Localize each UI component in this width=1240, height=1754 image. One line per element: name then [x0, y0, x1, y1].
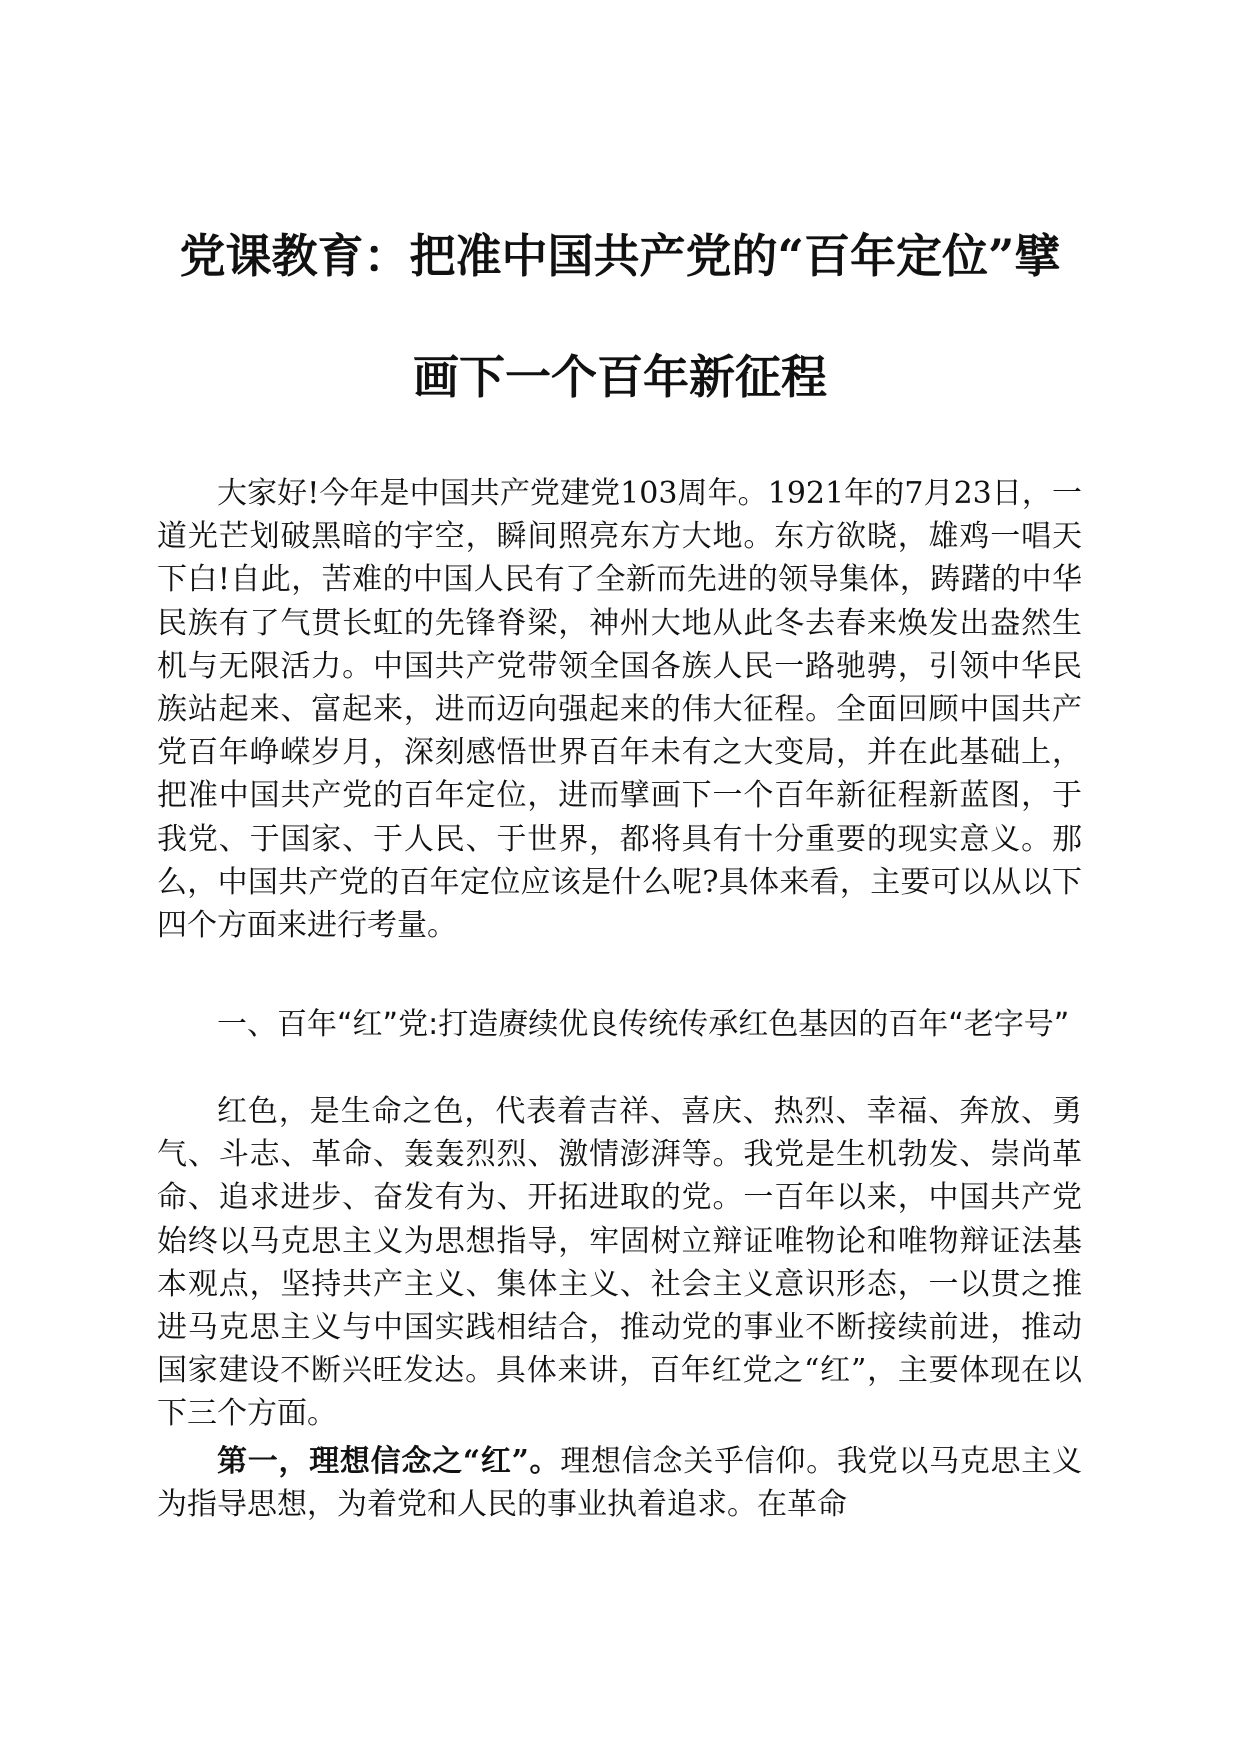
point-1-text: 理想信念关乎信仰。我党以马克思主义为指导思想，为着党和人民的事业执着追求。在革命: [157, 1444, 1083, 1523]
document-title-line-1: 党课教育：把准中国共产党的“百年定位”擘: [179, 229, 1061, 283]
point-1-lead: 第一，理想信念之“红”。: [217, 1444, 561, 1479]
section-1-body: [157, 1090, 1082, 1436]
point-1-paragraph: [157, 1440, 1082, 1526]
intro-section: [157, 472, 1082, 947]
section-1-heading: 一、百年“红”党:打造赓续优良传统传承红色基因的百年“老字号”: [217, 1007, 1070, 1042]
intro-paragraph: 大家好!今年是中国共产党建党103周年。1921年的7月23日，一道光芒划破黑暗的宇空，瞬间照亮东方大地。东方欲晓，雄鸡一唱天下白!自此，苦难的中国人民有了全新而先进的领导集体，踌躇的中华民族有了气贯长虹的先锋脊梁，神州大地从此冬去春来焕发出盎然生机与无限活力。中国共产党带领全国各族人民一路驰骋，引领中华民族站起来、富起来，进而迈向强起来的伟大征程。全面回顾中国共产党百年峥嵘岁月，深刻感悟世界百年未有之大变局，并在此基础上，把准中国共产党的百年定位，进而擘画下一个百年新征程新蓝图，于我党、于国家、于人民、于世界，都将具有十分重要的现实意义。那么，中国共产党的百年定位应该是什么呢?具体来看，主要可以从以下四个方面来进行考量。: [157, 476, 1082, 944]
document-title-line-2: 画下一个百年新征程: [413, 350, 827, 404]
section-1-heading-block: [157, 1003, 1082, 1046]
section-1-paragraph: 红色，是生命之色，代表着吉祥、喜庆、热烈、幸福、奔放、勇气、斗志、革命、轰轰烈烈、激情澎湃等。我党是生机勃发、崇尚革命、追求进步、奋发有为、开拓进取的党。一百年以来，中国共产党始终以马克思主义为思想指导，牢固树立辩证唯物论和唯物辩证法基本观点，坚持共产主义、集体主义、社会主义意识形态，一以贯之推进马克思主义与中国实践相结合，推动党的事业不断接续前进，推动国家建设不断兴旺发达。具体来讲，百年红党之“红”，主要体现在以下三个方面。: [157, 1094, 1082, 1432]
point-1-block: [157, 1440, 1082, 1526]
